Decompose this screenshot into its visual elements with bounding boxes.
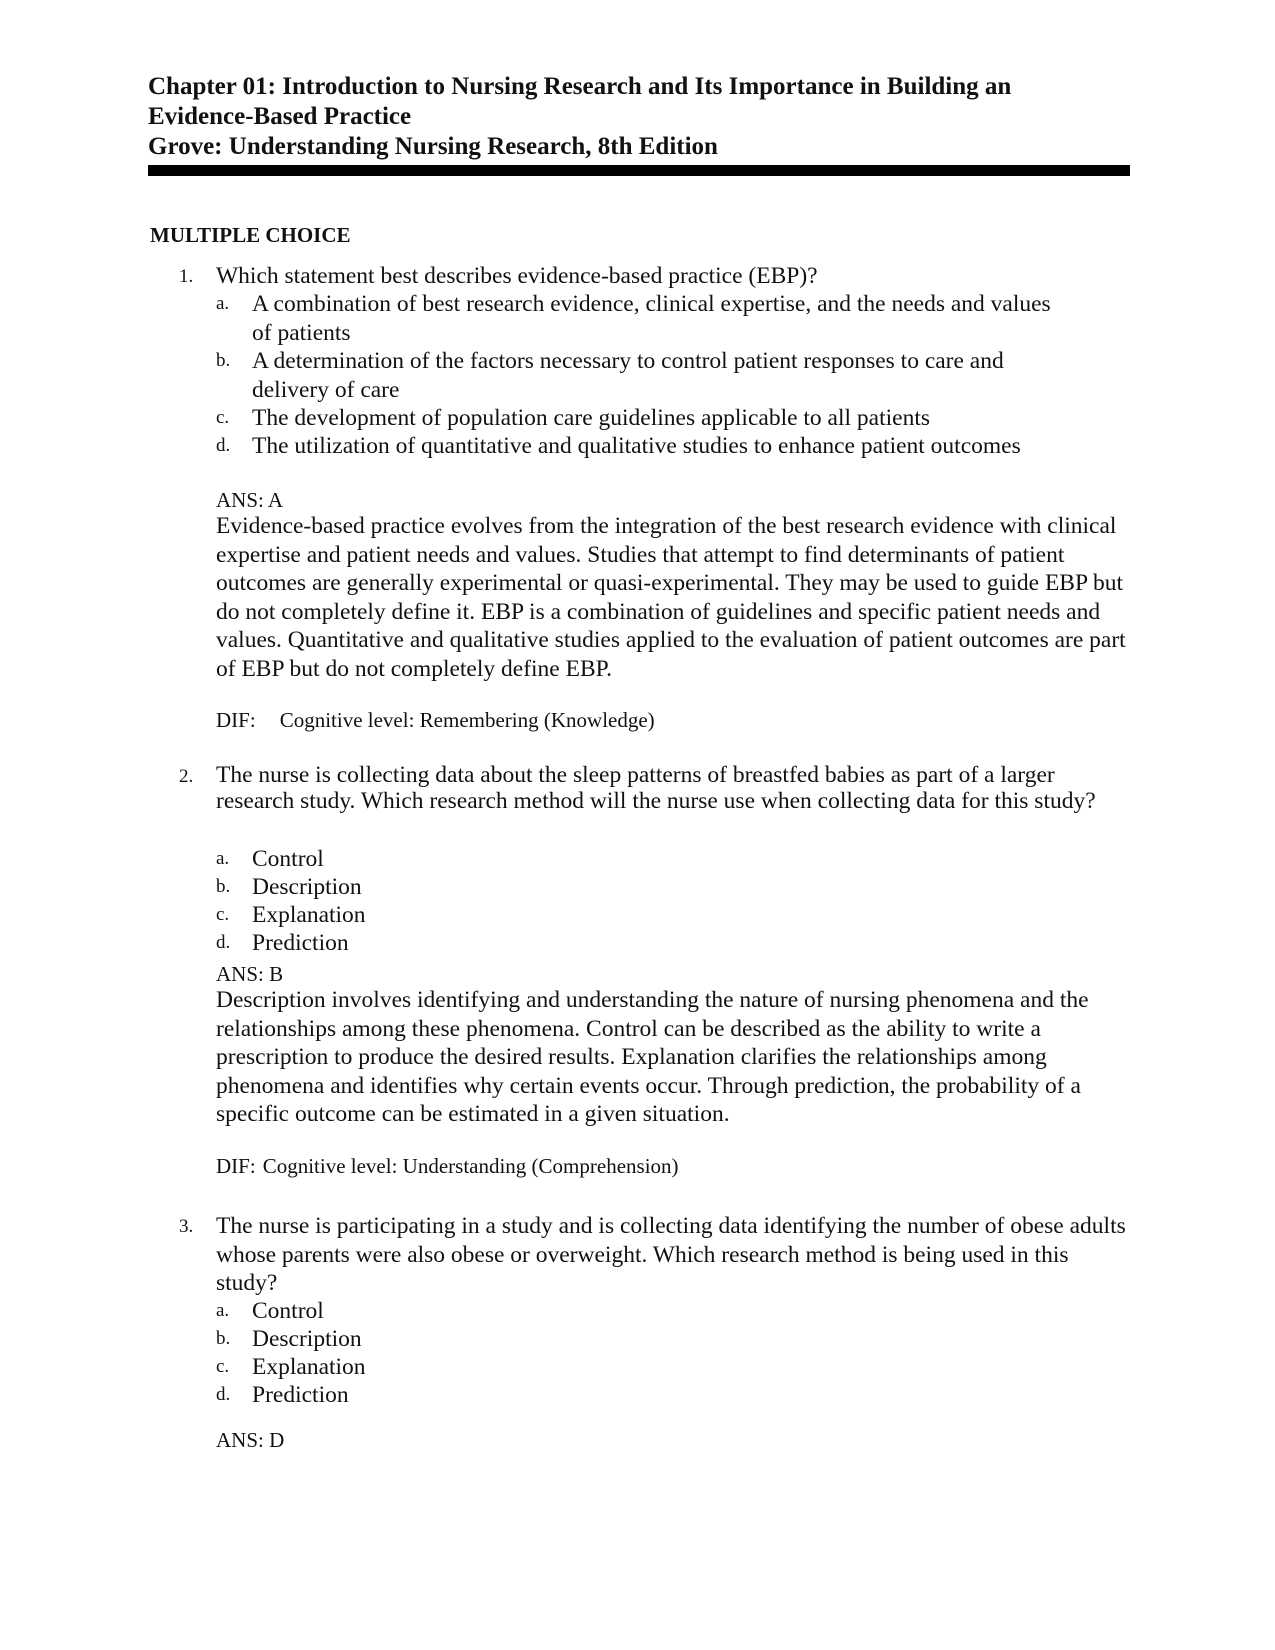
difficulty-level [216,1152,679,1180]
chapter-title-line-2: Evidence-Based Practice [148,103,412,130]
option-text: Explanation [252,902,366,928]
option-letter: c. [216,904,230,925]
chapter-header [148,72,1128,162]
question-text: The nurse is collecting data about the sleep patterns of breastfed babies as part of a larger research study. Which research method will the nurse use when collecting data for this study? [216,762,1096,814]
chapter-title-line-1: Chapter 01: Introduction to Nursing Research and Its Importance in Building an [148,73,1012,100]
option-letter: a. [216,1300,230,1321]
option-text: A combination of best research evidence, clinical expertise, and the needs and values of patients [252,291,1051,346]
difficulty-label: DIF: [216,1154,256,1178]
question-number: 2. [179,766,194,787]
option-text: The utilization of quantitative and qualitative studies to enhance patient outcomes [252,433,1021,459]
difficulty-text: Cognitive level: Remembering (Knowledge) [279,708,655,732]
option-text: Control [252,1298,324,1324]
option-text: A determination of the factors necessary to control patient responses to care and delivery of care [252,348,1004,403]
option-letter: c. [216,407,230,428]
option-letter: d. [216,1384,231,1405]
question-number: 1. [179,266,194,287]
option-letter: b. [216,1328,231,1349]
answer-rationale: Evidence-based practice evolves from the integration of the best research evidence with clinical expertise and patient needs and values. Studies that attempt to find determinants of patient outcomes are generally experimental or quasi-experimental. They may be used to guide EBP but do not completely define it. EBP is a combination of guidelines and specific patient needs and values. Quantitative and qualitative studies applied to the evaluation of patient outcomes are part of EBP but do not completely define EBP. [216,513,1126,682]
option-text: Explanation [252,1354,366,1380]
option-text: Prediction [252,930,349,956]
option-letter: b. [216,876,231,897]
difficulty-label: DIF: [216,708,256,732]
option-text: Control [252,846,324,872]
book-title: Grove: Understanding Nursing Research, 8th Edition [148,133,718,160]
option-letter: a. [216,848,230,869]
answer-key: ANS: D [216,1428,285,1452]
question-text: Which statement best describes evidence-based practice (EBP)? [216,263,818,289]
option-text: Description [252,874,362,900]
answer-key: ANS: B [216,962,284,986]
difficulty-level [216,706,655,734]
option-letter: b. [216,350,231,371]
answer-key: ANS: A [216,488,284,512]
option-letter: a. [216,293,230,314]
header-divider [148,165,1130,176]
option-letter: d. [216,435,231,456]
question-number: 3. [179,1216,194,1237]
question-text: The nurse is participating in a study and is collecting data identifying the number of obese adults whose parents were also obese or overweight. Which research method is being used in this study? [216,1213,1126,1296]
difficulty-text: Cognitive level: Understanding (Comprehension) [262,1154,679,1178]
option-text: The development of population care guidelines applicable to all patients [252,405,931,431]
option-letter: c. [216,1356,230,1377]
section-title: MULTIPLE CHOICE [150,223,351,247]
option-text: Prediction [252,1382,349,1408]
option-letter: d. [216,932,231,953]
answer-rationale: Description involves identifying and understanding the nature of nursing phenomena and the relationships among these phenomena. Control can be described as the ability to write a prescription to produce the desired results. Explanation clarifies the relationships among phenomena and identifies why certain events occur. Through prediction, the probability of a specific outcome can be estimated in a given situation. [216,987,1089,1127]
option-text: Description [252,1326,362,1352]
